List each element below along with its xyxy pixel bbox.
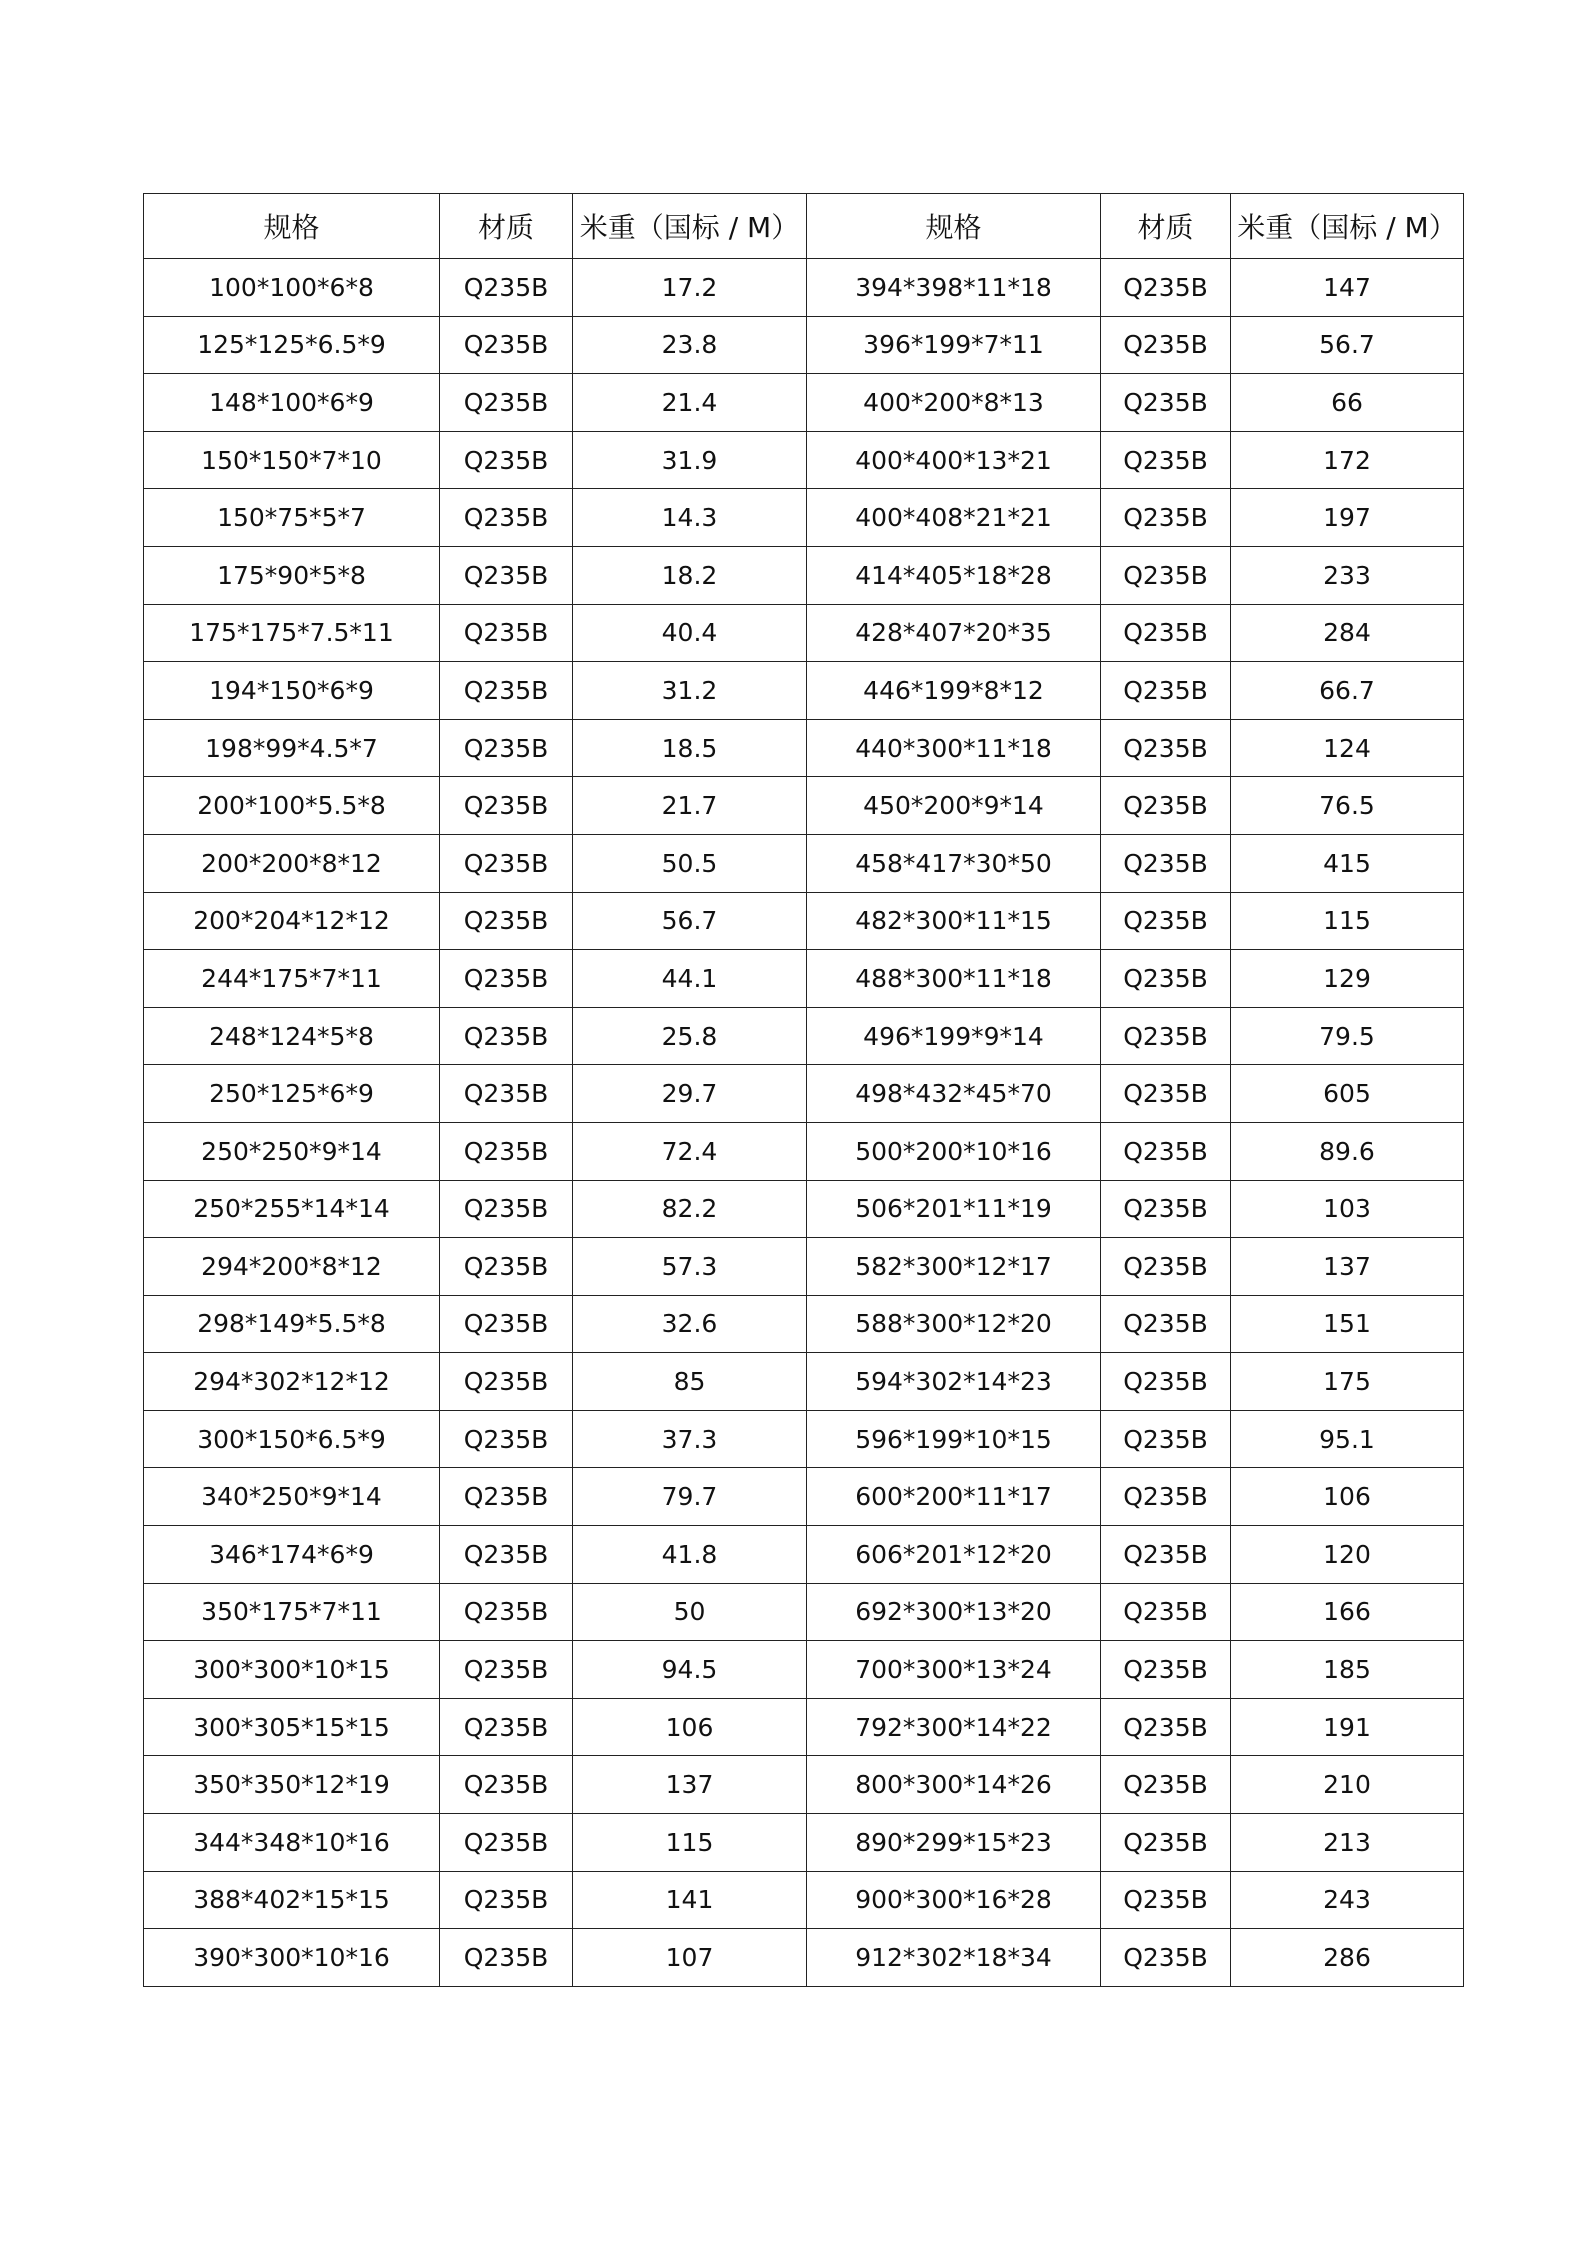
header-spec-right: 规格 (807, 194, 1101, 259)
spec-left-cell: 175*175*7.5*11 (144, 604, 440, 662)
table-row (144, 1295, 1464, 1353)
material-left-cell: Q235B (440, 1410, 573, 1468)
weight-right-cell: 56.7 (1231, 316, 1464, 374)
material-right-cell: Q235B (1101, 1756, 1231, 1814)
material-right-cell: Q235B (1101, 1929, 1231, 1987)
material-left-cell: Q235B (440, 1122, 573, 1180)
weight-right-cell: 147 (1231, 259, 1464, 317)
weight-right-cell: 151 (1231, 1295, 1464, 1353)
weight-left-cell: 137 (573, 1756, 807, 1814)
document-page (143, 193, 1463, 1987)
spec-right-cell: 446*199*8*12 (807, 662, 1101, 720)
spec-left-cell: 150*150*7*10 (144, 431, 440, 489)
material-right-cell: Q235B (1101, 259, 1231, 317)
table-row (144, 1468, 1464, 1526)
spec-left-cell: 148*100*6*9 (144, 374, 440, 432)
material-left-cell: Q235B (440, 259, 573, 317)
material-left-cell: Q235B (440, 1468, 573, 1526)
material-left-cell: Q235B (440, 431, 573, 489)
material-right-cell: Q235B (1101, 1180, 1231, 1238)
table-row (144, 834, 1464, 892)
weight-left-cell: 57.3 (573, 1238, 807, 1296)
weight-right-cell: 172 (1231, 431, 1464, 489)
weight-left-cell: 21.4 (573, 374, 807, 432)
weight-left-cell: 85 (573, 1353, 807, 1411)
spec-left-cell: 294*200*8*12 (144, 1238, 440, 1296)
material-right-cell: Q235B (1101, 1468, 1231, 1526)
spec-left-cell: 125*125*6.5*9 (144, 316, 440, 374)
material-right-cell: Q235B (1101, 316, 1231, 374)
weight-right-cell: 66 (1231, 374, 1464, 432)
weight-right-cell: 76.5 (1231, 777, 1464, 835)
weight-right-cell: 284 (1231, 604, 1464, 662)
weight-left-cell: 31.9 (573, 431, 807, 489)
spec-left-cell: 198*99*4.5*7 (144, 719, 440, 777)
spec-right-cell: 496*199*9*14 (807, 1007, 1101, 1065)
material-right-cell: Q235B (1101, 1583, 1231, 1641)
weight-right-cell: 129 (1231, 950, 1464, 1008)
spec-right-cell: 440*300*11*18 (807, 719, 1101, 777)
table-row (144, 1756, 1464, 1814)
table-row (144, 1583, 1464, 1641)
table-row (144, 489, 1464, 547)
material-left-cell: Q235B (440, 1814, 573, 1872)
spec-right-cell: 458*417*30*50 (807, 834, 1101, 892)
weight-left-cell: 41.8 (573, 1526, 807, 1584)
material-left-cell: Q235B (440, 1698, 573, 1756)
spec-right-cell: 400*200*8*13 (807, 374, 1101, 432)
spec-left-cell: 346*174*6*9 (144, 1526, 440, 1584)
material-right-cell: Q235B (1101, 719, 1231, 777)
weight-left-cell: 21.7 (573, 777, 807, 835)
spec-right-cell: 692*300*13*20 (807, 1583, 1101, 1641)
table-row (144, 1526, 1464, 1584)
spec-left-cell: 200*204*12*12 (144, 892, 440, 950)
material-right-cell: Q235B (1101, 1122, 1231, 1180)
spec-right-cell: 414*405*18*28 (807, 546, 1101, 604)
material-right-cell: Q235B (1101, 546, 1231, 604)
material-right-cell: Q235B (1101, 892, 1231, 950)
material-right-cell: Q235B (1101, 1410, 1231, 1468)
material-left-cell: Q235B (440, 1295, 573, 1353)
material-left-cell: Q235B (440, 892, 573, 950)
spec-right-cell: 596*199*10*15 (807, 1410, 1101, 1468)
weight-right-cell: 89.6 (1231, 1122, 1464, 1180)
table-row (144, 316, 1464, 374)
spec-right-cell: 890*299*15*23 (807, 1814, 1101, 1872)
weight-right-cell: 605 (1231, 1065, 1464, 1123)
weight-left-cell: 50 (573, 1583, 807, 1641)
material-left-cell: Q235B (440, 546, 573, 604)
table-row (144, 1353, 1464, 1411)
table-row (144, 1238, 1464, 1296)
weight-left-cell: 141 (573, 1871, 807, 1929)
weight-left-cell: 23.8 (573, 316, 807, 374)
weight-left-cell: 17.2 (573, 259, 807, 317)
weight-right-cell: 124 (1231, 719, 1464, 777)
header-material-left: 材质 (440, 194, 573, 259)
material-right-cell: Q235B (1101, 431, 1231, 489)
header-spec-left: 规格 (144, 194, 440, 259)
weight-right-cell: 95.1 (1231, 1410, 1464, 1468)
spec-left-cell: 340*250*9*14 (144, 1468, 440, 1526)
weight-left-cell: 106 (573, 1698, 807, 1756)
weight-right-cell: 79.5 (1231, 1007, 1464, 1065)
header-weight-left: 米重（国标 / M） (573, 194, 807, 259)
spec-right-cell: 498*432*45*70 (807, 1065, 1101, 1123)
spec-left-cell: 200*200*8*12 (144, 834, 440, 892)
material-right-cell: Q235B (1101, 1698, 1231, 1756)
table-row (144, 1871, 1464, 1929)
material-left-cell: Q235B (440, 374, 573, 432)
weight-left-cell: 37.3 (573, 1410, 807, 1468)
spec-left-cell: 250*125*6*9 (144, 1065, 440, 1123)
weight-left-cell: 14.3 (573, 489, 807, 547)
table-row (144, 546, 1464, 604)
table-row (144, 1122, 1464, 1180)
material-left-cell: Q235B (440, 834, 573, 892)
spec-right-cell: 400*408*21*21 (807, 489, 1101, 547)
material-right-cell: Q235B (1101, 950, 1231, 1008)
table-row (144, 1929, 1464, 1987)
table-row (144, 431, 1464, 489)
spec-left-cell: 250*255*14*14 (144, 1180, 440, 1238)
spec-right-cell: 582*300*12*17 (807, 1238, 1101, 1296)
table-row (144, 1007, 1464, 1065)
weight-left-cell: 50.5 (573, 834, 807, 892)
spec-left-cell: 175*90*5*8 (144, 546, 440, 604)
material-left-cell: Q235B (440, 1526, 573, 1584)
spec-left-cell: 300*150*6.5*9 (144, 1410, 440, 1468)
spec-right-cell: 600*200*11*17 (807, 1468, 1101, 1526)
material-left-cell: Q235B (440, 1583, 573, 1641)
material-left-cell: Q235B (440, 950, 573, 1008)
weight-right-cell: 115 (1231, 892, 1464, 950)
weight-right-cell: 286 (1231, 1929, 1464, 1987)
table-row (144, 1698, 1464, 1756)
weight-right-cell: 175 (1231, 1353, 1464, 1411)
weight-right-cell: 233 (1231, 546, 1464, 604)
material-left-cell: Q235B (440, 1756, 573, 1814)
spec-right-cell: 700*300*13*24 (807, 1641, 1101, 1699)
spec-right-cell: 488*300*11*18 (807, 950, 1101, 1008)
material-left-cell: Q235B (440, 1871, 573, 1929)
weight-left-cell: 94.5 (573, 1641, 807, 1699)
spec-left-cell: 344*348*10*16 (144, 1814, 440, 1872)
material-right-cell: Q235B (1101, 1295, 1231, 1353)
spec-left-cell: 150*75*5*7 (144, 489, 440, 547)
spec-right-cell: 500*200*10*16 (807, 1122, 1101, 1180)
material-right-cell: Q235B (1101, 1871, 1231, 1929)
material-right-cell: Q235B (1101, 1353, 1231, 1411)
weight-left-cell: 32.6 (573, 1295, 807, 1353)
table-row (144, 1065, 1464, 1123)
weight-right-cell: 103 (1231, 1180, 1464, 1238)
material-left-cell: Q235B (440, 1238, 573, 1296)
weight-left-cell: 56.7 (573, 892, 807, 950)
table-row (144, 1814, 1464, 1872)
weight-left-cell: 44.1 (573, 950, 807, 1008)
weight-right-cell: 66.7 (1231, 662, 1464, 720)
spec-right-cell: 506*201*11*19 (807, 1180, 1101, 1238)
weight-right-cell: 120 (1231, 1526, 1464, 1584)
table-body (144, 259, 1464, 1987)
spec-right-cell: 588*300*12*20 (807, 1295, 1101, 1353)
spec-right-cell: 606*201*12*20 (807, 1526, 1101, 1584)
spec-right-cell: 912*302*18*34 (807, 1929, 1101, 1987)
table-row (144, 259, 1464, 317)
steel-spec-table (143, 193, 1464, 1987)
material-right-cell: Q235B (1101, 777, 1231, 835)
material-right-cell: Q235B (1101, 1814, 1231, 1872)
material-right-cell: Q235B (1101, 1526, 1231, 1584)
weight-right-cell: 213 (1231, 1814, 1464, 1872)
material-left-cell: Q235B (440, 1353, 573, 1411)
weight-left-cell: 82.2 (573, 1180, 807, 1238)
table-row (144, 892, 1464, 950)
material-left-cell: Q235B (440, 777, 573, 835)
spec-left-cell: 100*100*6*8 (144, 259, 440, 317)
spec-left-cell: 350*175*7*11 (144, 1583, 440, 1641)
spec-left-cell: 194*150*6*9 (144, 662, 440, 720)
spec-left-cell: 390*300*10*16 (144, 1929, 440, 1987)
material-right-cell: Q235B (1101, 834, 1231, 892)
material-left-cell: Q235B (440, 1007, 573, 1065)
spec-left-cell: 250*250*9*14 (144, 1122, 440, 1180)
table-row (144, 1180, 1464, 1238)
material-right-cell: Q235B (1101, 374, 1231, 432)
weight-left-cell: 115 (573, 1814, 807, 1872)
material-left-cell: Q235B (440, 1180, 573, 1238)
spec-left-cell: 200*100*5.5*8 (144, 777, 440, 835)
table-row (144, 1410, 1464, 1468)
material-right-cell: Q235B (1101, 489, 1231, 547)
spec-left-cell: 300*305*15*15 (144, 1698, 440, 1756)
weight-left-cell: 29.7 (573, 1065, 807, 1123)
table-row (144, 604, 1464, 662)
weight-right-cell: 166 (1231, 1583, 1464, 1641)
spec-right-cell: 450*200*9*14 (807, 777, 1101, 835)
material-right-cell: Q235B (1101, 1641, 1231, 1699)
spec-right-cell: 594*302*14*23 (807, 1353, 1101, 1411)
spec-left-cell: 298*149*5.5*8 (144, 1295, 440, 1353)
material-left-cell: Q235B (440, 489, 573, 547)
spec-left-cell: 294*302*12*12 (144, 1353, 440, 1411)
weight-right-cell: 185 (1231, 1641, 1464, 1699)
table-header-row (144, 194, 1464, 259)
weight-left-cell: 79.7 (573, 1468, 807, 1526)
weight-left-cell: 107 (573, 1929, 807, 1987)
weight-left-cell: 18.2 (573, 546, 807, 604)
material-left-cell: Q235B (440, 662, 573, 720)
weight-right-cell: 210 (1231, 1756, 1464, 1814)
weight-right-cell: 415 (1231, 834, 1464, 892)
material-left-cell: Q235B (440, 604, 573, 662)
spec-left-cell: 300*300*10*15 (144, 1641, 440, 1699)
spec-left-cell: 248*124*5*8 (144, 1007, 440, 1065)
material-right-cell: Q235B (1101, 662, 1231, 720)
weight-left-cell: 25.8 (573, 1007, 807, 1065)
spec-right-cell: 400*400*13*21 (807, 431, 1101, 489)
table-row (144, 950, 1464, 1008)
weight-left-cell: 18.5 (573, 719, 807, 777)
spec-left-cell: 244*175*7*11 (144, 950, 440, 1008)
weight-left-cell: 72.4 (573, 1122, 807, 1180)
spec-right-cell: 800*300*14*26 (807, 1756, 1101, 1814)
material-right-cell: Q235B (1101, 1065, 1231, 1123)
spec-left-cell: 350*350*12*19 (144, 1756, 440, 1814)
weight-left-cell: 31.2 (573, 662, 807, 720)
weight-right-cell: 243 (1231, 1871, 1464, 1929)
material-left-cell: Q235B (440, 719, 573, 777)
table-row (144, 374, 1464, 432)
material-right-cell: Q235B (1101, 1007, 1231, 1065)
weight-left-cell: 40.4 (573, 604, 807, 662)
material-right-cell: Q235B (1101, 604, 1231, 662)
spec-right-cell: 792*300*14*22 (807, 1698, 1101, 1756)
material-left-cell: Q235B (440, 1929, 573, 1987)
material-left-cell: Q235B (440, 1065, 573, 1123)
weight-right-cell: 106 (1231, 1468, 1464, 1526)
header-weight-right: 米重（国标 / M） (1231, 194, 1464, 259)
material-left-cell: Q235B (440, 1641, 573, 1699)
table-row (144, 1641, 1464, 1699)
header-material-right: 材质 (1101, 194, 1231, 259)
weight-right-cell: 191 (1231, 1698, 1464, 1756)
table-row (144, 719, 1464, 777)
spec-right-cell: 900*300*16*28 (807, 1871, 1101, 1929)
material-left-cell: Q235B (440, 316, 573, 374)
spec-right-cell: 394*398*11*18 (807, 259, 1101, 317)
table-row (144, 777, 1464, 835)
spec-left-cell: 388*402*15*15 (144, 1871, 440, 1929)
weight-right-cell: 197 (1231, 489, 1464, 547)
spec-right-cell: 482*300*11*15 (807, 892, 1101, 950)
spec-right-cell: 396*199*7*11 (807, 316, 1101, 374)
weight-right-cell: 137 (1231, 1238, 1464, 1296)
table-row (144, 662, 1464, 720)
spec-right-cell: 428*407*20*35 (807, 604, 1101, 662)
material-right-cell: Q235B (1101, 1238, 1231, 1296)
